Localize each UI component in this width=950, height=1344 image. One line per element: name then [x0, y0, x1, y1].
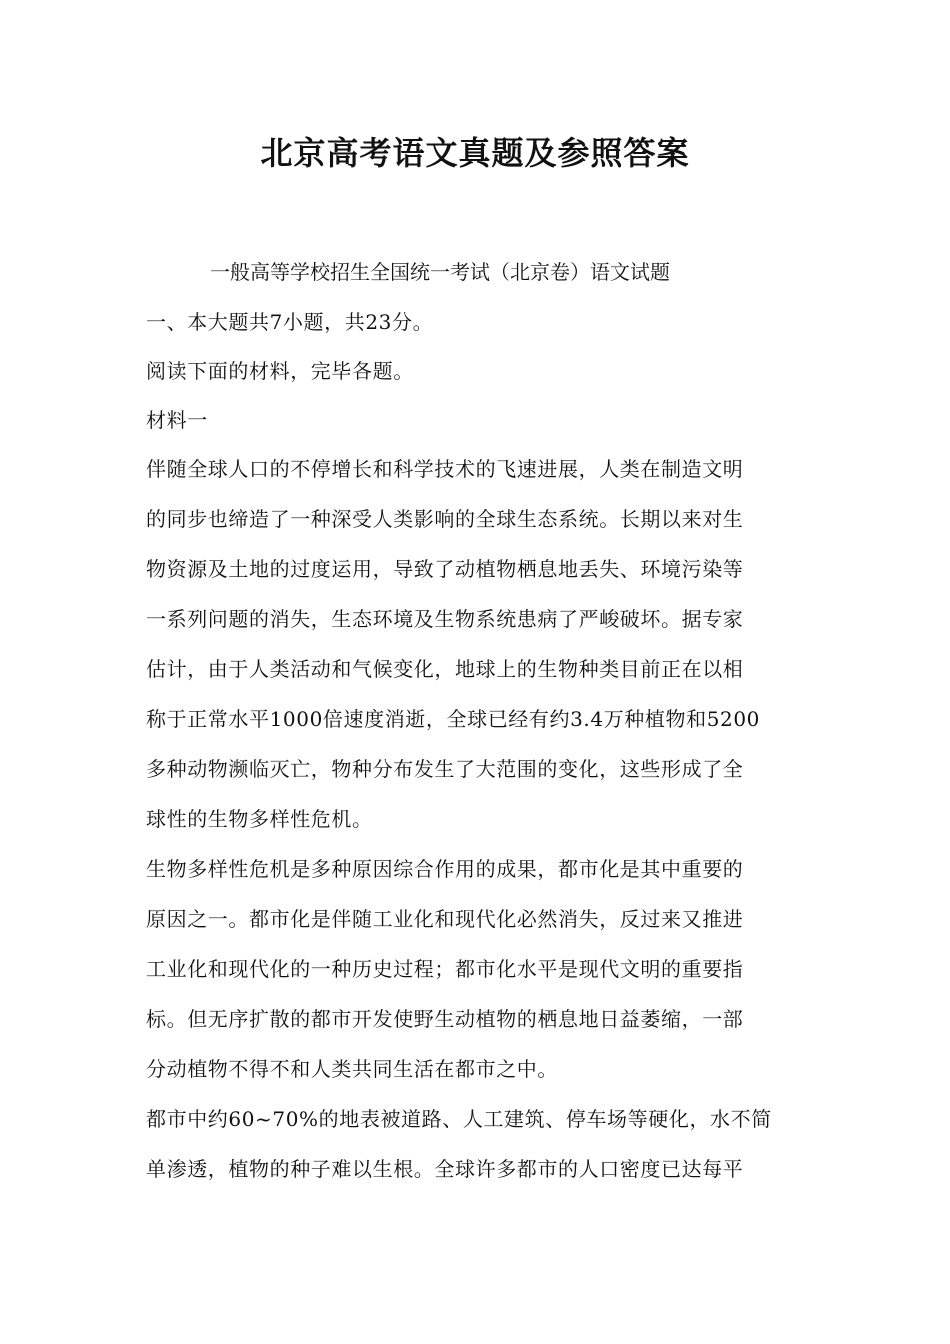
section-heading: 一、本大题共7小题，共23分。: [146, 310, 434, 334]
material-label: 材料一: [146, 408, 208, 432]
paragraph-line: 称于正常水平1000倍速度消逝，全球已经有约3.4万种植物和5200: [146, 707, 761, 731]
paragraph-line: 都市中约60~70%的地表被道路、人工建筑、停车场等硬化，水不简: [146, 1107, 772, 1131]
paragraph-line: 多种动物濒临灭亡，物种分布发生了大范围的变化，这些形成了全: [146, 757, 744, 781]
paragraph-line: 的同步也缔造了一种深受人类影响的全球生态系统。长期以来对生: [146, 507, 744, 531]
document-title: 北京高考语文真题及参照答案: [260, 134, 690, 172]
paragraph-line: 分动植物不得不和人类共同生活在都市之中。: [146, 1057, 558, 1081]
instruction-text: 阅读下面的材料，完毕各题。: [146, 359, 414, 383]
paragraph-line: 生物多样性危机是多种原因综合作用的成果，都市化是其中重要的: [146, 857, 744, 881]
paragraph-line: 球性的生物多样性危机。: [146, 807, 373, 831]
paragraph-line: 标。但无序扩散的都市开发使野生动植物的栖息地日益萎缩，一部: [146, 1007, 744, 1031]
paragraph-line: 工业化和现代化的一种历史过程；都市化水平是现代文明的重要指: [146, 957, 744, 981]
paragraph-line: 物资源及土地的过度运用，导致了动植物栖息地丢失、环境污染等: [146, 557, 744, 581]
paragraph-line: 单渗透，植物的种子难以生根。全球许多都市的人口密度已达每平: [146, 1157, 744, 1181]
paragraph-line: 一系列问题的消失，生态环境及生物系统患病了严峻破坏。据专家: [146, 607, 744, 631]
paragraph-line: 伴随全球人口的不停增长和科学技术的飞速进展，人类在制造文明: [146, 457, 744, 481]
paragraph-line: 原因之一。都市化是伴随工业化和现代化必然消失，反过来又推进: [146, 907, 744, 931]
paragraph-line: 估计，由于人类活动和气候变化，地球上的生物种类目前正在以相: [146, 657, 744, 681]
document-subtitle: 一般高等学校招生全国统一考试（北京卷）语文试题: [210, 260, 670, 284]
